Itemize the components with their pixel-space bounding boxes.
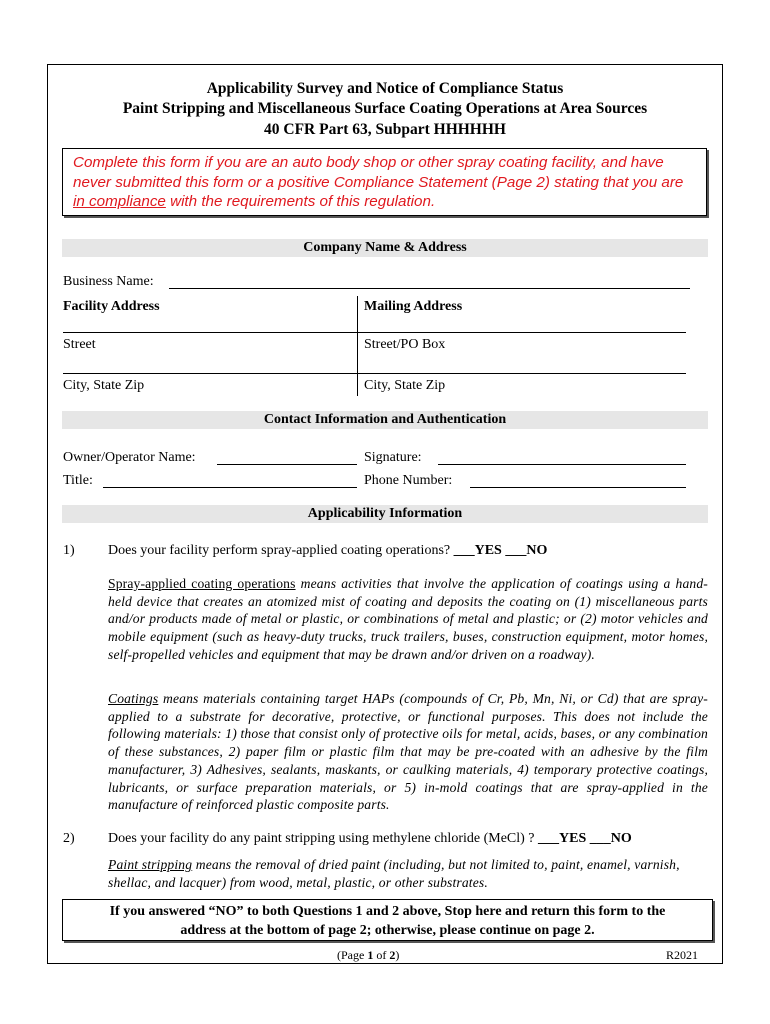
question-1-yes[interactable]: ___YES — [453, 543, 502, 558]
notice-emphasis: in compliance — [73, 193, 166, 210]
title-label: Title: — [63, 473, 93, 488]
question-2-number: 2) — [63, 831, 75, 846]
definition-coatings — [108, 690, 708, 814]
notice-text-start: Complete this form if you are an auto body shop or other spray coating facility, and have never submitted this form or a positive Compliance Statement (Page 2) stating that you are — [73, 154, 684, 191]
signature-field[interactable] — [438, 464, 686, 465]
facility-street-field[interactable]: Street — [63, 337, 96, 352]
page-total: 2 — [389, 948, 396, 962]
page-current: 1 — [367, 948, 374, 962]
street-row-divider — [63, 373, 686, 374]
definition-paint-stripping-term: Paint stripping — [108, 857, 193, 872]
business-name-label: Business Name: — [63, 274, 154, 289]
stop-instruction-line1: If you answered “NO” to both Questions 1 and 2 above, Stop here and return this form to the — [109, 904, 666, 919]
page-number — [337, 948, 399, 962]
definition-spray-applied-term: Spray-applied coating operations — [108, 576, 296, 591]
definition-coatings-term: Coatings — [108, 691, 159, 706]
question-1-number: 1) — [63, 543, 75, 558]
mailing-city-field[interactable]: City, State Zip — [364, 378, 446, 393]
question-1 — [108, 542, 547, 559]
owner-name-field[interactable] — [217, 464, 357, 465]
definition-spray-applied — [108, 575, 708, 664]
question-2-no[interactable]: ___NO — [589, 831, 632, 846]
instructions-notice — [62, 148, 707, 216]
form-title-line3: 40 CFR Part 63, Subpart HHHHHH — [264, 121, 506, 138]
business-name-field[interactable] — [169, 288, 690, 289]
contact-section-heading: Contact Information and Authentication — [62, 411, 708, 429]
question-2-yes[interactable]: ___YES — [538, 831, 587, 846]
facility-address-label: Facility Address — [63, 299, 160, 314]
definition-paint-stripping — [108, 856, 698, 891]
facility-city-field[interactable]: City, State Zip — [63, 378, 145, 393]
question-2-text: Does your facility do any paint stripping using methylene chloride (MeCl) ? — [108, 831, 539, 846]
page-mid: of — [373, 948, 390, 962]
phone-field[interactable] — [470, 487, 686, 488]
phone-label: Phone Number: — [364, 473, 453, 488]
question-1-text: Does your facility perform spray-applied coating operations? — [108, 543, 454, 558]
page-suffix: ) — [395, 948, 400, 962]
applicability-section-heading: Applicability Information — [62, 505, 708, 523]
definition-spray-applied-text: means activities that involve the application of coatings using a hand-held device that creates an atomized mist of coating and deposits the coating on (1) miscellaneous parts and/or products made of metal or plastic, or combinations of metal and plastic; or (2) motor vehicles and mobile equipment (such as heavy-duty trucks, truck trailers, buses, construction equipment, motor homes, self-propelled vehicles and equipment that may be drawn and/or driven on a roadway). — [108, 576, 708, 662]
address-row-divider — [63, 332, 686, 333]
mailing-street-field[interactable]: Street/PO Box — [364, 337, 446, 352]
address-column-divider — [357, 296, 358, 396]
company-section-heading: Company Name & Address — [62, 239, 708, 257]
owner-name-label: Owner/Operator Name: — [63, 450, 196, 465]
mailing-address-label: Mailing Address — [364, 299, 463, 314]
page-prefix: (Page — [337, 948, 368, 962]
form-title-line2: Paint Stripping and Miscellaneous Surface Coating Operations at Area Sources — [122, 100, 648, 117]
stop-instruction-box — [62, 899, 713, 941]
form-title-line1: Applicability Survey and Notice of Compliance Status — [206, 80, 564, 97]
question-2 — [108, 830, 632, 847]
title-field[interactable] — [103, 487, 357, 488]
revision-code: R2021 — [666, 948, 699, 962]
definition-paint-stripping-text: means the removal of dried paint (including, but not limited to, paint, enamel, varnish, shellac, and lacquer) from wood, metal, plastic, or other substrates. — [108, 857, 680, 890]
signature-label: Signature: — [364, 450, 422, 465]
stop-instruction-line2: address at the bottom of page 2; otherwise, please continue on page 2. — [180, 923, 595, 938]
notice-text-end: with the requirements of this regulation. — [165, 193, 436, 210]
definition-coatings-text: means materials containing target HAPs (compounds of Cr, Pb, Mn, Ni, or Cd) that are spray-applied to a substrate for decorative, protective, or functional purposes. This does not include the following materials: 1) those that consist only of protective oils for metal, acids, bases, or any combination of these substances, 2) paper film or plastic film that may be pre-coated with an adhesive by the film manufacturer, 3) Adhesives, sealants, maskants, or caulking materials, 4) temporary protective coatings, lubricants, or surface preparation materials, or 5) in-mold coatings that are spray-applied in the manufacture of reinforced plastic composite parts. — [108, 691, 708, 813]
question-1-no[interactable]: ___NO — [505, 543, 548, 558]
